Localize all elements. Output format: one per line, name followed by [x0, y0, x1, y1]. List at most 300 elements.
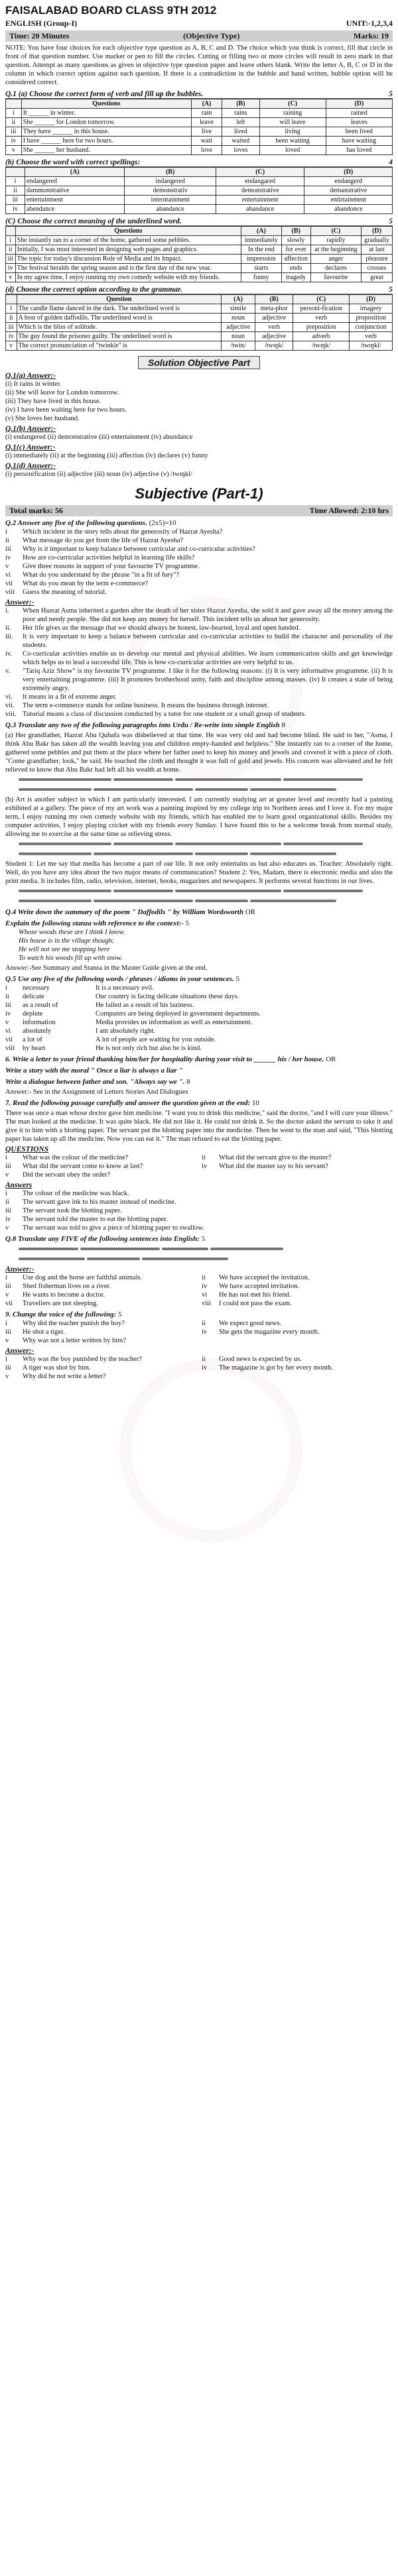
- vocab-sentence: It is a necessary evil.: [96, 984, 154, 992]
- table-cell: The candle flame danced in the dark. The underlined word is: [17, 304, 221, 314]
- vocab-word: a lot of: [23, 1036, 42, 1043]
- q1a-table: [5, 99, 393, 155]
- q2-list: [5, 528, 393, 597]
- item-text: [219, 1171, 393, 1179]
- table-row: [6, 137, 393, 146]
- item-number: ii.: [5, 624, 11, 632]
- table-cell: iii: [6, 127, 22, 137]
- item-text: It means in a fit of extreme anger.: [23, 693, 117, 701]
- table-row: [6, 245, 393, 255]
- item-number: viii: [5, 589, 15, 596]
- item-number: v: [5, 1019, 9, 1026]
- table-cell: In the end: [241, 245, 281, 255]
- solution-label: Solution Objective Part: [138, 356, 260, 369]
- vocab-word: delicate: [23, 993, 44, 1000]
- table-cell: /twɪŋkl/: [350, 341, 393, 351]
- answer-item: [5, 1364, 393, 1372]
- table-cell: iii: [6, 196, 25, 205]
- table-cell: abandance: [125, 205, 216, 214]
- urdu-text-line: [19, 1255, 393, 1263]
- q8-answers-heading: Answer:-: [5, 1265, 34, 1273]
- item-text: The servant was told to give a piece of blotting paper to swallow.: [23, 1224, 204, 1232]
- table-header-cell: (A): [241, 227, 281, 236]
- table-cell: i: [6, 236, 16, 245]
- item-text: Guess the meaning of tutorial.: [23, 589, 107, 596]
- table-row: [6, 255, 393, 264]
- q5-title: Q.5 Use any five of the following words / phrases / idioms in your sentences.: [5, 975, 234, 983]
- q8-marks: 5: [201, 1235, 206, 1243]
- item-number: ii: [202, 1274, 206, 1281]
- item-number: vii: [5, 580, 13, 587]
- urdu-text-line: [19, 786, 393, 794]
- item-number: i: [5, 1274, 7, 1281]
- q8-answers-list: [5, 1273, 393, 1308]
- table-header-cell: (C): [293, 295, 350, 304]
- table-row: [6, 304, 393, 314]
- item-text: Travellers are not sleeping.: [23, 1300, 98, 1307]
- table-header-cell: [6, 227, 16, 236]
- item-number: iii: [5, 546, 11, 553]
- table-header-cell: (B): [281, 227, 310, 236]
- q1d-heading: [5, 286, 393, 294]
- question-item: [5, 1336, 393, 1345]
- table-cell: entertainment: [25, 196, 125, 205]
- answer-item: [5, 710, 393, 719]
- table-cell: raining: [259, 109, 326, 118]
- table-cell: conjunction: [350, 323, 393, 332]
- q4-or: OR: [245, 908, 255, 916]
- table-header-row: [6, 227, 393, 236]
- table-cell: iv: [6, 332, 17, 341]
- table-cell: endangerd: [304, 177, 393, 186]
- item-number: ii: [202, 1154, 206, 1161]
- table-cell: iii: [6, 255, 16, 264]
- question-item: [5, 554, 393, 562]
- table-header-cell: (D): [304, 168, 393, 177]
- answer-item: [5, 1215, 393, 1224]
- question-item: [5, 536, 393, 545]
- table-cell: verb: [293, 314, 350, 323]
- q7-answers-list: [5, 1189, 393, 1232]
- table-cell: for ever: [281, 245, 310, 255]
- item-number: iv.: [5, 650, 13, 658]
- table-header-row: [6, 99, 393, 109]
- table-cell: great: [362, 273, 393, 282]
- table-cell: live: [191, 127, 222, 137]
- table-cell: verb: [255, 323, 293, 332]
- q9-answers-list: [5, 1355, 393, 1381]
- table-row: [6, 186, 393, 196]
- table-cell: The guy found the prisoner guilty. The underlined word is: [17, 332, 221, 341]
- table-cell: at the beginning: [310, 245, 361, 255]
- q4-answer: Answer:-See Summary and Stanza in the Master Guide given at the end.: [5, 965, 208, 972]
- table-cell: will leave: [259, 118, 326, 127]
- q1a-heading: [5, 90, 393, 99]
- item-number: iv: [202, 1364, 208, 1372]
- subjective-bar: [5, 505, 393, 516]
- paper-subheader: [5, 19, 393, 29]
- table-cell: They have ______ in this house.: [21, 127, 191, 137]
- answer-item: (i) It rains in winter.: [5, 381, 62, 388]
- q1b-title: (b) Choose the word with correct spellings:: [5, 158, 141, 166]
- q6-alt-c-text: Write a dialogue between father and son. "Always say we ".: [5, 1078, 185, 1086]
- q2-heading: [5, 519, 393, 528]
- item-number: ii: [202, 1320, 206, 1327]
- table-cell: left: [222, 118, 259, 127]
- table-cell: preposition: [293, 323, 350, 332]
- item-number: v: [5, 1224, 9, 1232]
- vocab-item: [5, 1018, 393, 1027]
- urdu-text-line: [19, 887, 393, 896]
- table-cell: meta-phor: [255, 304, 293, 314]
- table-header-cell: (B): [222, 99, 259, 109]
- q1a-marks: 5: [389, 90, 393, 98]
- table-cell: Which is the bliss of solitude.: [17, 323, 221, 332]
- item-number: vi.: [5, 693, 13, 701]
- answer-item: [5, 607, 393, 624]
- units-label: UNIT:-1,2,3,4: [346, 19, 393, 28]
- item-text: Why is it important to keep balance between curricular and co-curricular activities?: [23, 546, 255, 553]
- vocab-item: [5, 984, 393, 992]
- instructions-note: NOTE: You have four choices for each objective type question as A, B, C and D. The choice which you think is correct, fill that circle in front of that question number. Use marker or pen to fill the circles. Cutting or filling two or more circles will result in zero mark in that question. Attempt as many questions as given in objective type question paper and leave others blank. Write the letter A, B, C or D in the column in which correct option against each question. If there is a contradiction in the bubble and hand written, bubble option will be considered correct.: [5, 44, 393, 86]
- vocab-item: [5, 1044, 393, 1053]
- item-text: Co-curricular activities enable us to develop our mental and physical abilities. We learn communication skills and get knowledge which helps us to lead a successful life. This is how co-curricular activities are very helpful to us.: [23, 650, 393, 666]
- table-header-row: [6, 295, 393, 304]
- table-cell: at last: [362, 245, 393, 255]
- answer-item: [5, 624, 393, 632]
- q1a-title: Q.1 (a) Choose the correct form of verb and fill up the bubbles.: [5, 90, 204, 98]
- table-cell: iv: [6, 264, 16, 273]
- answer-item: [5, 667, 393, 693]
- item-number: iv: [202, 1163, 208, 1170]
- item-text: Shed fisherman lives on a river.: [23, 1283, 111, 1290]
- board-title: FAISALABAD BOARD CLASS 9TH 2012: [5, 4, 217, 17]
- question-item: [5, 1171, 393, 1179]
- vocab-item: [5, 992, 393, 1001]
- q4-heading: [5, 908, 393, 917]
- answer-item: (iii) They have lived in this house.: [5, 398, 101, 405]
- item-text: When Hazrat Asma inherited a garden after the death of her sister Hazrat Ayesha, she sold it and gave away all the money among the poor and needy people. She did not keep any money for herself. This incident tells us about her generosity.: [23, 607, 393, 623]
- poem-line: To watch his woods fill up with snow.: [19, 955, 123, 962]
- urdu-text-line: [19, 840, 393, 849]
- q6-alt-c: [5, 1078, 393, 1086]
- item-number: viii.: [5, 711, 17, 718]
- table-cell: endangared: [216, 177, 304, 186]
- item-number: i: [5, 1356, 7, 1363]
- q7-questions-list: [5, 1153, 393, 1179]
- poem-line: He will not see me stopping here: [19, 946, 110, 953]
- vocab-word: as a result of: [23, 1002, 58, 1009]
- table-cell: loves: [222, 146, 259, 155]
- table-row: [6, 146, 393, 155]
- item-text: Give three reasons in support of your favourite TV programme.: [23, 563, 200, 570]
- item-text: What do you mean by the term e-commerce?: [23, 580, 149, 587]
- solution-band: [5, 356, 393, 369]
- table-cell: /twin/: [222, 341, 255, 351]
- time-bar: [5, 30, 393, 42]
- item-number: [202, 1372, 219, 1381]
- table-cell: iv: [6, 137, 22, 146]
- table-cell: pleasure: [362, 255, 393, 264]
- table-cell: rains: [222, 109, 259, 118]
- answer-item: [5, 1299, 393, 1308]
- item-number: iv: [5, 554, 11, 561]
- item-text: She gets the magazine every month.: [219, 1328, 320, 1336]
- item-number: ii: [5, 537, 9, 544]
- answer-b-heading: Q.1(b) Answer:-: [5, 425, 56, 433]
- table-cell: She ______ for London tomorrow.: [21, 118, 191, 127]
- item-number: vii: [5, 1300, 13, 1307]
- answer-c-list: [5, 451, 393, 460]
- question-item: [5, 1162, 393, 1171]
- table-row: [6, 341, 393, 351]
- item-text: The term e-commerce stands for online business. It means the business through internet.: [23, 702, 269, 709]
- subjective-title: Subjective (Part-1): [135, 485, 263, 502]
- table-row: [6, 273, 393, 282]
- answer-item: (ii) She will leave for London tomorrow.: [5, 389, 119, 396]
- item-number: iii: [5, 1002, 11, 1009]
- table-row: [6, 118, 393, 127]
- vocab-item: [5, 1027, 393, 1035]
- table-header-cell: (D): [350, 295, 393, 304]
- total-marks: Total marks: 56: [9, 506, 63, 515]
- table-row: [6, 177, 393, 186]
- table-cell: slowly: [281, 236, 310, 245]
- table-cell: wait: [191, 137, 222, 146]
- item-number: iv: [202, 1283, 208, 1290]
- table-cell: entertainment: [216, 196, 304, 205]
- item-text: We have accepted invitation.: [219, 1283, 300, 1290]
- vocab-word: by heart: [23, 1045, 46, 1052]
- item-text: Tutorial means a class of discussion conducted by a tutor for one student or a small group of students.: [23, 711, 306, 718]
- item-number: v: [5, 1337, 9, 1344]
- table-cell: immediately: [241, 236, 281, 245]
- table-header-cell: [6, 99, 22, 109]
- table-cell: abandonce: [304, 205, 393, 214]
- table-cell: adjective: [255, 314, 293, 323]
- time-allowed: Time Allowed: 2:10 hrs: [309, 506, 389, 515]
- table-cell: affection: [281, 255, 310, 264]
- item-number: vii.: [5, 702, 15, 709]
- table-cell: gradually: [362, 236, 393, 245]
- table-cell: adverb: [293, 332, 350, 341]
- q6-title: 6. Write a letter to your friend thanking him/her for hospitality during your visit to ______ his / her house.: [5, 1055, 324, 1063]
- item-number: i.: [5, 607, 9, 615]
- table-cell: v: [6, 341, 17, 351]
- q9-title: 9. Change the voice of the following:: [5, 1311, 117, 1318]
- table-header-cell: (B): [255, 295, 293, 304]
- item-number: v: [5, 563, 9, 570]
- item-text: [219, 1336, 393, 1345]
- item-number: iii: [5, 1207, 11, 1214]
- item-text: It is very important to keep a balance between curricular and co-curricular activities to build the character and personality of the students.: [23, 633, 393, 649]
- item-number: [202, 1171, 219, 1179]
- table-cell: tragedy: [281, 273, 310, 282]
- q1d-table: [5, 294, 393, 351]
- answer-d-heading: Q.1(d) Answer:-: [5, 462, 56, 470]
- item-number: iii: [5, 1364, 11, 1372]
- table-header-cell: (A): [222, 295, 255, 304]
- question-item: [5, 579, 393, 588]
- vocab-word: necessary: [23, 984, 50, 992]
- time-label: Time: 20 Minutes: [9, 31, 70, 40]
- table-row: [6, 264, 393, 273]
- table-cell: abandance: [216, 205, 304, 214]
- vocab-sentence: He failed as a result of his laziness.: [96, 1002, 194, 1009]
- table-cell: verb: [350, 332, 393, 341]
- q7-heading: [5, 1099, 393, 1108]
- table-cell: imagery: [350, 304, 393, 314]
- table-cell: interntainment: [125, 196, 216, 205]
- table-row: [6, 109, 393, 118]
- table-cell: v: [6, 146, 22, 155]
- table-cell: love: [191, 146, 222, 155]
- table-cell: noun: [222, 332, 255, 341]
- table-cell: funny: [241, 273, 281, 282]
- table-cell: ends: [281, 264, 310, 273]
- item-number: ii: [202, 1356, 206, 1363]
- table-cell: The festival heralds the spring season and is the first day of the new year.: [15, 264, 241, 273]
- item-text: [219, 1372, 393, 1381]
- q9-list: [5, 1319, 393, 1345]
- table-header-row: [6, 168, 393, 177]
- q2-title: Q.2 Answer any five of the following questions.: [5, 519, 147, 527]
- answer-item: [5, 650, 393, 667]
- q6-or: OR: [326, 1055, 336, 1063]
- answer-c-text: (i) immediately (ii) at the beginning (iii) affection (iv) declares (v) funny: [5, 452, 208, 459]
- table-header-cell: (A): [25, 168, 125, 177]
- item-number: ii: [5, 993, 9, 1000]
- table-cell: impression: [241, 255, 281, 264]
- answer-b-list: [5, 433, 393, 441]
- item-text: He wants to become a doctor.: [23, 1291, 105, 1299]
- table-cell: starts: [241, 264, 281, 273]
- table-header-cell: Questions: [21, 99, 191, 109]
- question-item: [5, 588, 393, 597]
- item-text: The servant told the master to eat the blotting paper.: [23, 1216, 168, 1223]
- table-cell: iii: [6, 323, 17, 332]
- vocab-word: deplete: [23, 1010, 43, 1018]
- watermark-seal: [119, 1359, 302, 1542]
- item-text: What do you understand by the phrase "in a fit of fury"?: [23, 571, 180, 579]
- table-header-cell: (B): [125, 168, 216, 177]
- table-row: [6, 323, 393, 332]
- q1c-table: [5, 226, 393, 282]
- urdu-text-line: [19, 850, 393, 858]
- q1c-title: (C) Choose the correct meaning of the underlined word.: [5, 217, 182, 225]
- item-number: v: [5, 1291, 9, 1299]
- q6-marks: 8: [186, 1078, 190, 1086]
- item-number: ii: [5, 1199, 9, 1206]
- q6-alt-b-text: Write a story with the moral " Once a liar is always a liar ": [5, 1067, 183, 1075]
- q7-answers-heading: Answers: [5, 1181, 33, 1189]
- table-header-cell: (C): [216, 168, 304, 177]
- table-cell: waited: [222, 137, 259, 146]
- table-header-cell: (C): [310, 227, 361, 236]
- item-number: vii: [5, 1036, 13, 1043]
- item-number: v.: [5, 668, 11, 675]
- table-header-cell: (A): [191, 99, 222, 109]
- item-text: Her life gives us the message that we should always be honest, law-hearted, loyal and open handed.: [23, 624, 300, 632]
- item-number: vi: [5, 1027, 11, 1035]
- urdu-text-line: [19, 1245, 393, 1254]
- q5-marks: 5: [235, 975, 239, 983]
- table-cell: been waiting: [259, 137, 326, 146]
- question-item: [5, 1328, 393, 1336]
- table-cell: v: [6, 273, 16, 282]
- item-number: i: [5, 1154, 7, 1161]
- paper-header: [5, 4, 393, 17]
- q1d-title: (d) Choose the correct option according to the grammar.: [5, 286, 182, 294]
- q4-title: Q.4 Write down the summary of the poem " Daffodils " by William Wordsworth: [5, 908, 243, 916]
- table-cell: declares: [310, 264, 361, 273]
- answer-d-text: (i) personification (ii) adjective (iii) noun (iv) adjective (v) /twɪŋkl/: [5, 471, 192, 478]
- table-cell: /twɪŋk/: [255, 341, 293, 351]
- q8-heading: [5, 1235, 393, 1244]
- vocab-sentence: Our country is facing delicate situations these days.: [96, 993, 239, 1000]
- item-number: i: [5, 1190, 7, 1197]
- q5-list: [5, 984, 393, 1053]
- answer-item: [5, 1355, 393, 1364]
- table-cell: crosses: [362, 264, 393, 273]
- question-item: [5, 545, 393, 554]
- urdu-text-line: [19, 776, 393, 784]
- vocab-sentence: Computers are being deployed in government departments.: [96, 1010, 261, 1018]
- vocab-item: [5, 1035, 393, 1044]
- paper-page: [5, 4, 393, 1381]
- item-text: Did the servant obey the order?: [23, 1171, 111, 1179]
- q4-alt-title: Explain the following stanza with reference to the context:-: [5, 919, 184, 927]
- table-cell: leave: [191, 118, 222, 127]
- item-number: iii: [5, 1328, 11, 1336]
- table-cell: The correct pronunciation of "twinkle" is: [17, 341, 221, 351]
- vocab-sentence: He is not only rich but also he is kind.: [96, 1045, 202, 1052]
- table-cell: noun: [222, 314, 255, 323]
- q1d-marks: 5: [389, 286, 393, 294]
- table-cell: endangered: [25, 177, 125, 186]
- table-cell: personi-fication: [293, 304, 350, 314]
- item-text: The servant gave ink to his master instead of medicine.: [23, 1199, 176, 1206]
- table-row: [6, 314, 393, 323]
- q1b-marks: 4: [389, 158, 393, 166]
- q3-heading: [5, 721, 393, 730]
- item-text: The colour of the medicine was black.: [23, 1190, 129, 1197]
- poem-stanza: [5, 928, 393, 963]
- q2-answer-list: [5, 607, 393, 719]
- translation-paragraph: Student 1: Let me say that media has become a part of our life. It not only entertains us but also educates us. Teacher: Absolutely right. Well, do you have any idea about the two major means of communication? Student 2: Yes, Madam, there is electronic media and also the print media. It includes film, radio, television, internet, books, magazines and newspapers. It performs several functions in our lives.: [5, 860, 393, 885]
- q7-title: 7. Read the following passage carefully and answer the question given at the end:: [5, 1099, 251, 1107]
- answer-item: [5, 693, 393, 701]
- vocab-sentence: I am absolutely right.: [96, 1027, 155, 1035]
- item-text: Why was the boy punished by the teacher?: [23, 1356, 142, 1363]
- item-text: A tiger was shot by him.: [23, 1364, 91, 1372]
- q8-title: Q.8 Translate any FIVE of the following sentences into English:: [5, 1235, 200, 1243]
- table-cell: leaves: [326, 118, 392, 127]
- item-text: What did the master say to his servant?: [219, 1163, 328, 1170]
- table-cell: have waiting: [326, 137, 392, 146]
- answer-item: (iv) I have been waiting here for two hours.: [5, 406, 127, 414]
- item-text: "Tariq Aziz Show" is my favourite TV programme. I like it for the following reasons: (i) It is very informative programme. (ii) It is very entertaining programme. (iii) It promotes brotherhood unity, faith and discipline among masses. (iv) It creates a state of being extremely angry.: [23, 668, 393, 692]
- item-text: What did the servant come to know at last?: [23, 1163, 143, 1170]
- table-cell: favourite: [310, 273, 361, 282]
- table-cell: proposition: [350, 314, 393, 323]
- table-cell: adjective: [222, 323, 255, 332]
- item-text: We have accepted the invitation.: [219, 1274, 310, 1281]
- item-text: What did the servant give to the master?: [219, 1154, 332, 1161]
- answer-item: [5, 1198, 393, 1206]
- table-header-cell: (D): [326, 99, 392, 109]
- item-text: He shot a tiger.: [23, 1328, 65, 1336]
